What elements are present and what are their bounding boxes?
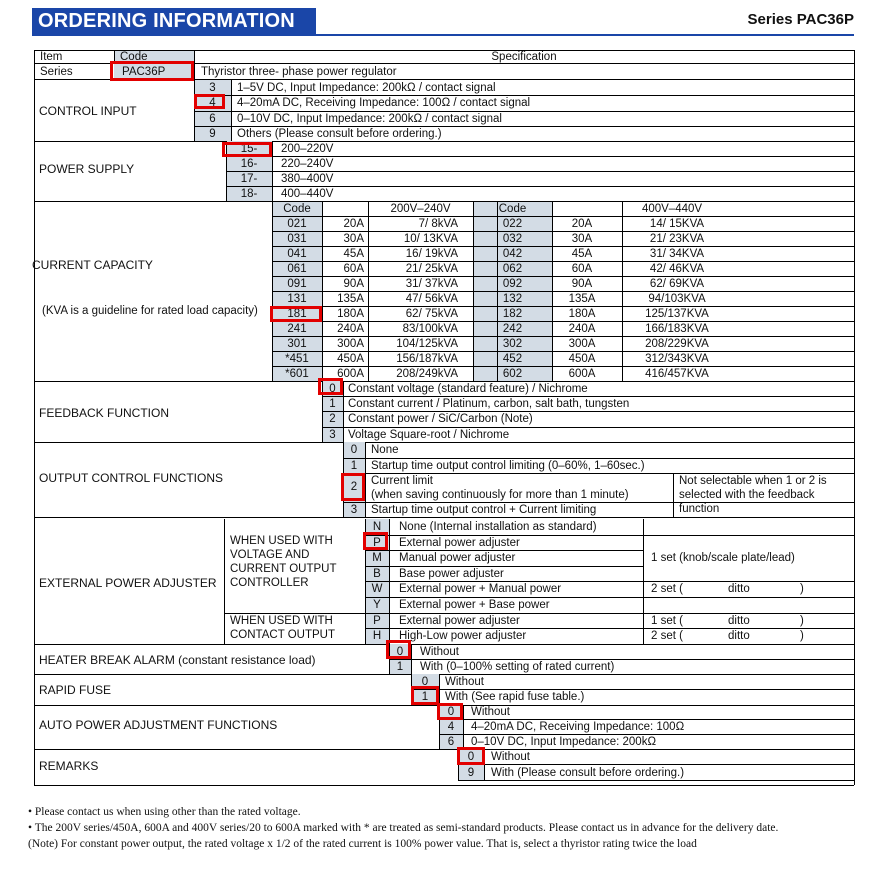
cap-code-400: 062 xyxy=(502,263,523,275)
series-highlight xyxy=(110,61,194,81)
output-code: 3 xyxy=(350,504,358,516)
fuse-option: With (See rapid fuse table.) xyxy=(445,691,585,703)
current-capacity-label: CURRENT CAPACITY xyxy=(32,258,153,272)
auto-code: 0 xyxy=(447,706,455,718)
head-spec: Specification xyxy=(491,51,557,63)
adjuster-code: B xyxy=(373,568,381,580)
head-code: Code xyxy=(120,51,148,63)
v-rule xyxy=(231,79,232,141)
adjuster-ditto: ditto xyxy=(728,615,750,627)
adjuster-group2-line: CONTACT OUTPUT xyxy=(230,629,335,641)
control-input-option: 4–20mA DC, Receiving Impedance: 100Ω / contact signal xyxy=(237,97,531,109)
cap-amp-200: 240A xyxy=(337,323,364,335)
control-input-option: 1–5V DC, Input Impedance: 200kΩ / contact signal xyxy=(237,82,496,94)
h-rule xyxy=(34,517,854,518)
output-option: None xyxy=(371,444,399,456)
adjuster-set-note: 2 set ( xyxy=(651,630,683,642)
feedback-option: Constant power / SiC/Carbon (Note) xyxy=(348,413,533,425)
cap-amp-400: 600A xyxy=(568,368,596,380)
adjuster-option: High-Low power adjuster xyxy=(399,630,527,642)
fuse-code: 1 xyxy=(421,691,429,703)
adjuster-option: External power + Base power xyxy=(399,599,550,611)
cap-code-200: 041 xyxy=(287,248,307,260)
v-rule xyxy=(224,519,225,644)
cap-amp-200: 20A xyxy=(343,218,364,230)
adjuster-code: H xyxy=(372,630,382,642)
adjuster-option: Manual power adjuster xyxy=(399,552,516,564)
external-adjuster-label: EXTERNAL POWER ADJUSTER xyxy=(39,576,217,590)
v-rule xyxy=(272,141,273,201)
note-3: (Note) For constant power output, the rated voltage x 1/2 of the rated current is 100% power value. That is, select a thyristor rating twice the load xyxy=(28,838,697,850)
header-rule xyxy=(32,34,854,36)
feedback-option: Voltage Square-root / Nichrome xyxy=(348,429,510,441)
power-supply-option: 380–400V xyxy=(281,173,334,185)
cap-amp-400: 240A xyxy=(568,323,596,335)
cap-code-200: 061 xyxy=(287,263,307,275)
cap-amp-400: 300A xyxy=(568,338,596,350)
output-option: Current limit xyxy=(371,475,433,487)
v-rule xyxy=(673,473,674,517)
cap-amp-200: 180A xyxy=(337,308,364,320)
adjuster-set-note: 2 set ( xyxy=(651,583,683,595)
cap-code-400: 242 xyxy=(502,323,523,335)
cap-code-200: 091 xyxy=(287,278,307,290)
cap-code-200: 301 xyxy=(287,338,307,350)
adjuster-group1-line: WHEN USED WITH xyxy=(230,535,333,547)
power-supply-highlight xyxy=(222,142,272,157)
v-rule xyxy=(365,442,366,517)
cap-code-200: 021 xyxy=(287,218,307,230)
power-supply-code: 18- xyxy=(240,188,258,200)
adjuster-option: External power + Manual power xyxy=(399,583,562,595)
external-adjuster-highlight xyxy=(363,532,388,550)
rapid-fuse-highlight xyxy=(411,686,439,705)
control-input-highlight xyxy=(194,94,225,109)
adjuster-code: P xyxy=(373,537,381,549)
series-title: Series PAC36P xyxy=(747,11,854,28)
cap-kva-200: 10/ 13KVA xyxy=(403,233,458,245)
output-code: 2 xyxy=(350,481,358,493)
control-input-option: 0–10V DC, Input Impedance: 200kΩ / contact signal xyxy=(237,113,502,125)
remarks-option: With (Please consult before ordering.) xyxy=(491,767,685,779)
cap-kva-400: 166/183KVA xyxy=(645,323,709,335)
cap-kva-200: 21/ 25kVA xyxy=(405,263,458,275)
feedback-label: FEEDBACK FUNCTION xyxy=(39,406,170,420)
remarks-highlight xyxy=(457,747,485,765)
cap-kva-400: 208/229KVA xyxy=(645,338,709,350)
v-rule xyxy=(463,705,464,749)
current-capacity-note: (KVA is a guideline for rated load capacity) xyxy=(42,305,258,317)
cap-kva-400: 125/137KVA xyxy=(645,308,709,320)
cap-code-200: 241 xyxy=(287,323,307,335)
feedback-code: 0 xyxy=(329,383,336,395)
feedback-code: 2 xyxy=(329,413,336,425)
table-bottom-border xyxy=(34,785,854,786)
cap-code-200: 181 xyxy=(287,308,307,320)
cap-kva-400: 312/343KVA xyxy=(645,353,709,365)
output-remark-line: selected with the feedback xyxy=(679,489,815,501)
heater-break-highlight xyxy=(386,640,411,659)
h-rule xyxy=(458,764,854,765)
cap-kva-400: 21/ 23KVA xyxy=(649,233,705,245)
power-supply-code: 15- xyxy=(240,143,258,155)
adjuster-paren: ) xyxy=(800,630,804,642)
remarks-code: 9 xyxy=(467,767,475,779)
adjuster-ditto: ditto xyxy=(728,583,750,595)
heater-code: 1 xyxy=(396,661,404,673)
adjuster-ditto: ditto xyxy=(728,630,750,642)
auto-option: 0–10V DC, Input Impedance: 200kΩ xyxy=(471,736,657,748)
adjuster-group1-line: CONTROLLER xyxy=(230,577,309,589)
cap-code-400: 022 xyxy=(502,218,523,230)
output-code: 0 xyxy=(350,444,358,456)
cap-code-200: *451 xyxy=(285,353,309,365)
cap-code-400: 452 xyxy=(502,353,523,365)
output-control-highlight xyxy=(341,473,365,501)
current-capacity-highlight xyxy=(270,306,322,322)
feedback-option: Constant current / Platinum, carbon, salt bath, tungsten xyxy=(348,398,630,410)
v-rule xyxy=(439,674,440,705)
rapid-fuse-label: RAPID FUSE xyxy=(39,683,112,697)
cap-kva-400: 14/ 15KVA xyxy=(649,218,705,230)
cap-amp-400: 450A xyxy=(568,353,596,365)
series-label: Series xyxy=(40,66,73,78)
cap-kva-200: 62/ 75kVA xyxy=(405,308,458,320)
h-rule xyxy=(34,749,854,750)
cap-kva-200: 208/249kVA xyxy=(396,368,458,380)
auto-option: Without xyxy=(471,706,510,718)
v-rule xyxy=(389,519,390,644)
cap-kva-200: 16/ 19kVA xyxy=(405,248,458,260)
auto-option: 4–20mA DC, Receiving Impedance: 100Ω xyxy=(471,721,685,733)
auto-code: 4 xyxy=(447,721,455,733)
cap-amp-200: 30A xyxy=(343,233,364,245)
series-code: PAC36P xyxy=(122,66,166,78)
cap-amp-200: 300A xyxy=(337,338,364,350)
cap-kva-400: 31/ 34KVA xyxy=(649,248,705,260)
heater-option: With (0–100% setting of rated current) xyxy=(420,661,615,673)
head-item: Item xyxy=(40,51,63,63)
cap-code-400: 602 xyxy=(502,368,523,380)
output-option: Startup time output control + Current limiting xyxy=(371,504,597,516)
power-supply-option: 200–220V xyxy=(281,143,334,155)
cap-amp-200: 135A xyxy=(337,293,364,305)
feedback-highlight xyxy=(318,378,343,395)
remarks-option: Without xyxy=(491,751,530,763)
heater-break-label: HEATER BREAK ALARM (constant resistance load) xyxy=(39,653,316,667)
table-right-border xyxy=(854,50,855,785)
cap-amp-200: 600A xyxy=(337,368,364,380)
cap-kva-200: 156/187kVA xyxy=(396,353,458,365)
cap-amp-200: 450A xyxy=(337,353,364,365)
power-supply-option: 220–240V xyxy=(281,158,334,170)
output-option: Startup time output control limiting (0–60%, 1–60sec.) xyxy=(371,460,645,472)
cap-amp-400: 45A xyxy=(571,248,593,260)
cap-amp-200: 60A xyxy=(343,263,364,275)
adjuster-code: Y xyxy=(373,599,381,611)
cap-head-code: Code xyxy=(498,203,527,215)
adjuster-code: M xyxy=(372,552,382,564)
adjuster-option: External power adjuster xyxy=(399,615,520,627)
adjuster-paren: ) xyxy=(800,615,804,627)
h-rule xyxy=(34,141,854,142)
cap-code-400: 302 xyxy=(502,338,523,350)
adjuster-paren: ) xyxy=(800,583,804,595)
cap-code-400: 092 xyxy=(502,278,523,290)
h-rule xyxy=(458,780,854,781)
output-remark-line: Not selectable when 1 or 2 is xyxy=(679,475,827,487)
cap-kva-400: 416/457KVA xyxy=(645,368,709,380)
cap-code-400: 182 xyxy=(502,308,523,320)
cap-amp-400: 30A xyxy=(571,233,593,245)
output-remark-line: function xyxy=(679,503,720,515)
cap-kva-200: 31/ 37kVA xyxy=(405,278,458,290)
note-1: • Please contact us when using other than the rated voltage. xyxy=(28,806,301,818)
v-rule xyxy=(343,381,344,442)
auto-power-label: AUTO POWER ADJUSTMENT FUNCTIONS xyxy=(39,718,278,732)
cap-kva-200: 83/100kVA xyxy=(402,323,458,335)
adjuster-code: W xyxy=(371,583,383,595)
cap-head-400v: 400V–440V xyxy=(641,203,703,215)
heater-option: Without xyxy=(420,646,459,658)
cap-code-400: 132 xyxy=(502,293,523,305)
feedback-code: 3 xyxy=(329,429,336,441)
cap-code-400: 042 xyxy=(502,248,523,260)
cap-code-200: 131 xyxy=(287,293,307,305)
auto-power-highlight xyxy=(437,703,463,720)
adjuster-code: N xyxy=(372,521,382,533)
output-control-label: OUTPUT CONTROL FUNCTIONS xyxy=(39,471,224,485)
adjuster-set-note: 1 set ( xyxy=(651,615,683,627)
control-input-code: 4 xyxy=(209,97,216,109)
note-2: • The 200V series/450A, 600A and 400V series/20 to 600A marked with * are treated as semi-standard products. Please contact us in advance for the delivery date. xyxy=(28,822,779,834)
cap-head-code: Code xyxy=(283,203,311,215)
series-desc: Thyristor three- phase power regulator xyxy=(201,66,397,78)
v-rule xyxy=(411,644,412,674)
cap-amp-400: 20A xyxy=(571,218,593,230)
output-option-sub: (when saving continuously for more than 1 minute) xyxy=(371,489,629,501)
cap-amp-400: 90A xyxy=(571,278,593,290)
control-input-code: 3 xyxy=(209,82,216,94)
power-supply-option: 400–440V xyxy=(281,188,334,200)
power-supply-code: 16- xyxy=(240,158,258,170)
cap-kva-200: 47/ 56kVA xyxy=(405,293,458,305)
h-rule xyxy=(34,674,854,675)
feedback-option: Constant voltage (standard feature) / Nichrome xyxy=(348,383,588,395)
control-input-code: 9 xyxy=(209,128,216,140)
cap-amp-400: 60A xyxy=(571,263,593,275)
cap-amp-400: 135A xyxy=(568,293,596,305)
v-rule xyxy=(643,519,644,644)
auto-code: 6 xyxy=(447,736,455,748)
remarks-code: 0 xyxy=(467,751,475,763)
output-code: 1 xyxy=(350,460,358,472)
control-input-label: CONTROL INPUT xyxy=(39,104,137,118)
cap-head-200v: 200V–240V xyxy=(390,203,451,215)
adjuster-option: External power adjuster xyxy=(399,537,520,549)
power-supply-code: 17- xyxy=(240,173,258,185)
control-input-option: Others (Please consult before ordering.) xyxy=(237,128,442,140)
cap-amp-200: 45A xyxy=(343,248,364,260)
feedback-code: 1 xyxy=(329,398,336,410)
adjuster-group1-line: CURRENT OUTPUT xyxy=(230,563,337,575)
adjuster-set-note: 1 set (knob/scale plate/lead) xyxy=(651,552,795,564)
adjuster-code: P xyxy=(373,615,381,627)
cap-amp-200: 90A xyxy=(343,278,364,290)
adjuster-option: None (Internal installation as standard) xyxy=(399,521,597,533)
cap-kva-400: 42/ 46KVA xyxy=(649,263,705,275)
control-input-code: 6 xyxy=(209,113,216,125)
remarks-label: REMARKS xyxy=(39,759,99,773)
cap-code-400: 032 xyxy=(502,233,523,245)
cap-kva-200: 104/125kVA xyxy=(396,338,458,350)
fuse-code: 0 xyxy=(421,676,429,688)
cap-kva-400: 94/103KVA xyxy=(648,293,706,305)
cap-amp-400: 180A xyxy=(568,308,596,320)
page-title: ORDERING INFORMATION xyxy=(38,10,295,32)
cap-code-200: *601 xyxy=(285,368,309,380)
power-supply-label: POWER SUPPLY xyxy=(39,162,135,176)
adjuster-group2-line: WHEN USED WITH xyxy=(230,615,333,627)
fuse-option: Without xyxy=(445,676,484,688)
cap-code-200: 031 xyxy=(287,233,307,245)
adjuster-group1-line: VOLTAGE AND xyxy=(230,549,310,561)
heater-code: 0 xyxy=(396,646,404,658)
cap-kva-400: 62/ 69KVA xyxy=(649,278,705,290)
h-rule xyxy=(34,442,854,443)
cap-kva-200: 7/ 8kVA xyxy=(418,218,458,230)
adjuster-option: Base power adjuster xyxy=(399,568,504,580)
